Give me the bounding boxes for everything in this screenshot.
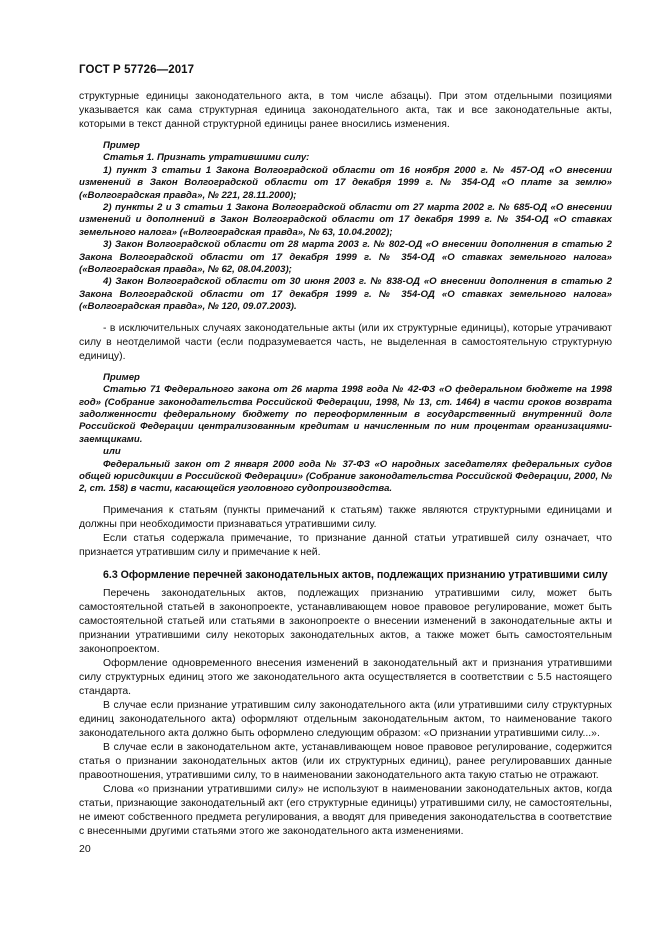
example-text: Статью 71 Федерального закона от 26 марта 1998 года № 42-ФЗ «О федеральном бюджете на 1998 год» (Собрание законодательства Российской Федерации, 1998, № 13, ст. 1464) в части сроков возврата задолженности федеральному бюджету по переоформленным в государственный внутренний долг Российской Федерации централизованным кредитам и начисленным по ним процентам организациями-заемщиками.	[79, 384, 612, 445]
document-header: ГОСТ Р 57726—2017	[79, 64, 195, 76]
paragraph: Если статья содержала примечание, то признание данной статьи утратившей силу означает, что признается утратившим силу и примечание к ней.	[79, 532, 612, 558]
example-block	[79, 140, 612, 314]
paragraph: структурные единицы законодательного акта, в том числе абзацы). При этом отдельными позициями указывается как сама структурная единица законодательного акта, так и все законодательные акты, которыми в текст данной структурной единицы ранее вносились изменения.	[79, 91, 612, 130]
paragraph: Слова «о признании утратившими силу» не используют в наименовании законодательных актов, когда статьи, признающие законодательный акт (его структурные единицы) утратившими силу, не самостоятельны, не имеют собственного предмета регулирования, а вводят для приведения законодательства в соответствие с внесенными другими статьями этого же законодательного акта изменениями.	[79, 783, 612, 837]
example-item: 4) Закон Волгоградской области от 30 июня 2003 г. № 838-ОД «О внесении дополнения в статью 2 Закона Волгоградской области от 17 декабря 1999 г. № 354-ОД «О ставках земельного налога» («Волгоградская правда», № 120, 09.07.2003).	[79, 276, 612, 313]
example-block	[79, 372, 612, 496]
document-body	[79, 90, 612, 839]
example-item: 3) Закон Волгоградской области от 28 марта 2003 г. № 802-ОД «О внесении дополнения в статью 2 Закона Волгоградской области от 17 декабря 1999 г. № 354-ОД «О ставках земельного налога» («Волгоградская правда», № 62, 08.04.2003);	[79, 239, 612, 276]
paragraph: В случае если признание утратившим силу законодательного акта (или утратившими силу структурных единиц законодательного акта) оформляют отдельным законодательным актом, то наименование такого законодательного акта должно быть оформлено следующим образом: «О признании утратившими силу...».	[79, 699, 612, 739]
page-number: 20	[79, 843, 91, 855]
example-or: или	[103, 446, 121, 458]
paragraph: Перечень законодательных актов, подлежащих признанию утратившими силу, может быть самостоятельной статьей в законопроекте, устанавливающем новое правовое регулирование, может быть самостоятельной статьей или статьями в законопроекте о внесении изменений в законодательные акты и признании утратившими силу некоторых законодательных актов, а также может быть самостоятельным законопроектом.	[79, 587, 612, 655]
paragraph: Примечания к статьям (пункты примечаний к статьям) также являются структурными единицами и должны при необходимости признаваться утратившими силу.	[79, 504, 612, 530]
paragraph: Оформление одновременного внесения изменений в законодательный акт и признания утратившими силу структурных единиц этого же законодательного акта осуществляется в соответствии с 5.5 настоящего стандарта.	[79, 657, 612, 697]
example-text: Федеральный закон от 2 января 2000 года № 37-ФЗ «О народных заседателях федеральных судов общей юрисдикции в Российской Федерации» (Собрание законодательства Российской Федерации, 2000, № 2, ст. 158) в части, касающейся уголовного судопроизводства.	[79, 458, 612, 495]
example-item: 2) пункты 2 и 3 статьи 1 Закона Волгоградской области от 27 марта 2002 г. № 685-ОД «О внесении изменений и дополнений в Закон Волгоградской области от 17 декабря 1999 г. № 354-ОД «О ставках земельного налога» («Волгоградская правда», № 63, 10.04.2002);	[79, 202, 612, 238]
example-label: Пример	[103, 140, 140, 151]
example-item: 1) пункт 3 статьи 1 Закона Волгоградской области от 16 ноября 2000 г. № 457-ОД «О внесении изменений в Закон Волгоградской области от 17 декабря 1999 г. № 354-ОД «О плате за землю» («Волгоградская правда», № 221, 28.11.2000);	[79, 164, 612, 201]
example-label: Пример	[103, 371, 140, 383]
section-title: 6.3 Оформление перечней законодательных актов, подлежащих признанию утратившими силу	[103, 568, 608, 581]
example-article-title: Статья 1. Признать утратившими силу:	[103, 152, 310, 164]
paragraph: - в исключительных случаях законодательные акты (или их структурные единицы), которые утрачивают силу в неотделимой части (если подразумевается часть, не выделенная в самостоятельную структурную единицу).	[79, 322, 612, 362]
paragraph: В случае если в законодательном акте, устанавливающем новое правовое регулирование, содержится статья о признании законодательных актов (или их структурных единиц), ранее регулировавших данные правоотношения, утратившими силу, то в наименовании законодательного акта такую статью не отражают.	[79, 741, 612, 781]
